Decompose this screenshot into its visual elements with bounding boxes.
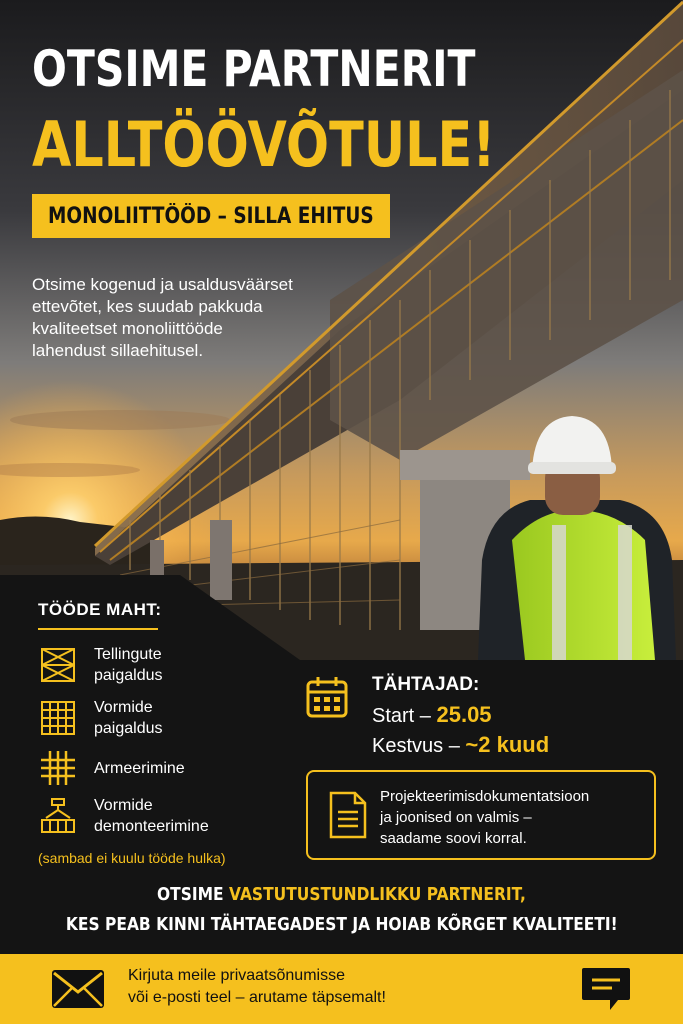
- scope-heading: TÖÖDE MAHT:: [38, 600, 162, 619]
- scope-label: paigaldus: [94, 720, 163, 737]
- deadlines-heading: TÄHTAJAD:: [372, 674, 480, 695]
- documentation-box: [306, 770, 656, 860]
- footer-line: või e-posti teel – arutame täpsemalt!: [128, 989, 386, 1006]
- headline-line2: ALLTÖÖVÕTULE!: [32, 108, 496, 181]
- scope-item-dismantle: [38, 795, 209, 837]
- claim-line1: [0, 884, 683, 905]
- intro-line: lahendust sillaehitusel.: [32, 341, 204, 360]
- intro-line: kvaliteetset monoliittööde: [32, 319, 223, 338]
- start-label: Start –: [372, 705, 431, 727]
- subtitle-banner: [32, 194, 390, 238]
- scope-label: Vormide: [94, 699, 153, 716]
- documentation-line: ja joonised on valmis –: [380, 809, 532, 826]
- claim-text: OTSIME: [157, 884, 230, 905]
- intro-text: [32, 274, 342, 362]
- start-row: [372, 702, 492, 728]
- claim-line2: [0, 914, 683, 935]
- document-icon: [328, 790, 368, 840]
- envelope-icon: [50, 968, 106, 1010]
- headline-line1: OTSIME PARTNERIT: [32, 40, 476, 98]
- start-value: 25.05: [436, 702, 492, 727]
- scope-item-scaffolding: [38, 644, 163, 686]
- contact-footer: [0, 954, 683, 1024]
- scope-item-rebar: [38, 748, 185, 788]
- dismantle-icon: [38, 796, 78, 836]
- duration-label: Kestvus –: [372, 735, 460, 757]
- intro-line: Otsime kogenud ja usaldusväärset: [32, 275, 293, 294]
- claim-text: KES PEAB KINNI TÄHTAEGADEST JA HOIAB KÕRGET KVALITEETI!: [65, 914, 618, 935]
- scope-label: Tellingute: [94, 646, 162, 663]
- subtitle: MONOLIITTÖÖD – SILLA EHITUS: [48, 203, 374, 229]
- duration-value: ~2 kuud: [465, 732, 550, 757]
- scope-label: paigaldus: [94, 667, 163, 684]
- claim-highlight: VASTUTUSTUNDLIKKU PARTNERIT,: [229, 884, 526, 905]
- documentation-line: Projekteerimisdokumentatsioon: [380, 788, 590, 805]
- scaffolding-icon: [38, 645, 78, 685]
- duration-row: [372, 732, 549, 758]
- formwork-icon: [38, 698, 78, 738]
- intro-line: ettevõtet, kes suudab pakkuda: [32, 297, 263, 316]
- scope-label: Armeerimine: [94, 759, 185, 777]
- scope-label: demonteerimine: [94, 818, 209, 835]
- scope-note: (sambad ei kuulu tööde hulka): [38, 850, 226, 866]
- documentation-line: saadame soovi korral.: [380, 830, 527, 847]
- chat-bubble-icon: [580, 966, 632, 1012]
- scope-label: Vormide: [94, 797, 153, 814]
- rebar-grid-icon: [38, 748, 78, 788]
- scope-divider: [38, 628, 158, 630]
- calendar-icon: [304, 674, 350, 720]
- scope-item-formwork: [38, 697, 163, 739]
- footer-line: Kirjuta meile privaatsõnumisse: [128, 967, 345, 984]
